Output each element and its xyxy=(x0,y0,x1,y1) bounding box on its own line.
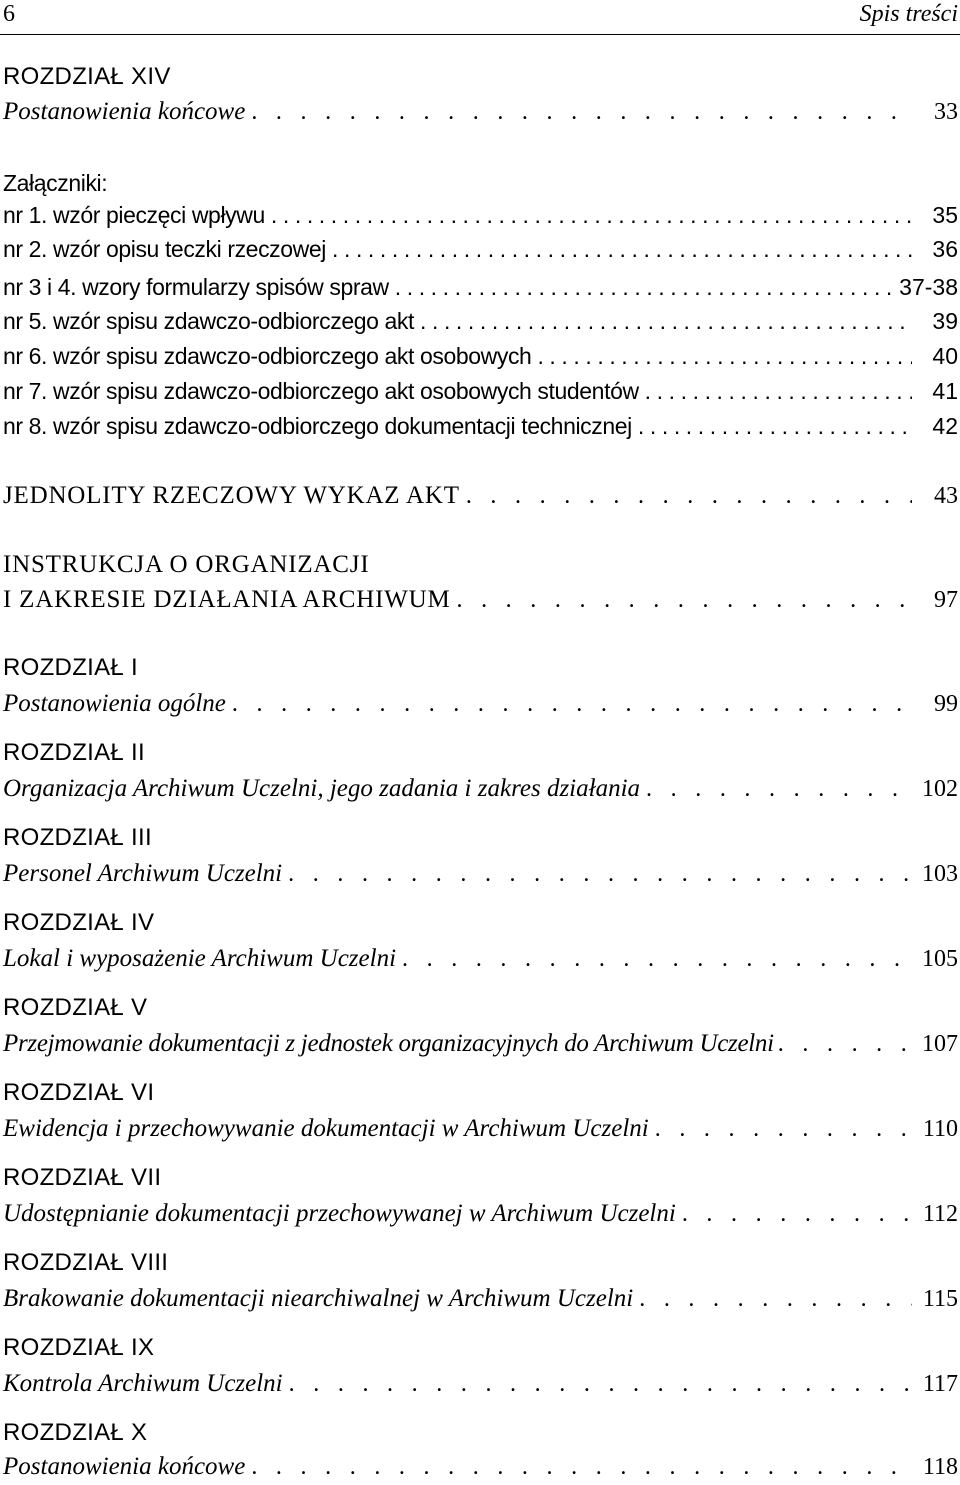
chapter-heading: ROZDZIAŁ II xyxy=(3,739,145,766)
running-title: Spis treści xyxy=(859,1,958,27)
dot-leader xyxy=(332,236,912,263)
toc-entry[interactable]: nr 7. wzór spisu zdawczo-odbiorczego akt osobowych studentów . . . 41 xyxy=(3,378,958,410)
chapter-heading: ROZDZIAŁ V xyxy=(3,994,148,1021)
toc-entry[interactable]: Przejmowanie dokumentacji z jednostek organizacyjnych do Archiwum Uczelni . . . 107 xyxy=(3,1030,958,1062)
dot-leader xyxy=(645,378,912,405)
toc-entry[interactable]: Lokal i wyposażenie Archiwum Uczelni . . . 105 xyxy=(3,945,958,977)
dot-leader xyxy=(402,946,912,973)
toc-entry[interactable]: nr 8. wzór spisu zdawczo-odbiorczego dokumentacji technicznej . . . 42 xyxy=(3,413,958,445)
dot-leader xyxy=(466,483,912,510)
dot-leader xyxy=(251,99,912,126)
chapter-heading: ROZDZIAŁ IV xyxy=(3,909,155,936)
toc-entry[interactable]: Postanowienia końcowe . . . 33 xyxy=(3,98,958,130)
dot-leader xyxy=(420,308,912,335)
dot-leader xyxy=(646,776,912,803)
dot-leader xyxy=(395,274,893,301)
dot-leader xyxy=(638,413,912,440)
dot-leader xyxy=(251,1454,912,1481)
dot-leader xyxy=(682,1201,912,1228)
toc-entry[interactable]: Organizacja Archiwum Uczelni, jego zadania i zakres działania . . . 102 xyxy=(3,775,958,807)
dot-leader xyxy=(456,587,912,614)
toc-entry[interactable]: nr 1. wzór pieczęci wpływu . . . 35 xyxy=(3,202,958,234)
chapter-heading: ROZDZIAŁ XIV xyxy=(3,63,171,90)
toc-entry[interactable]: Ewidencja i przechowywanie dokumentacji w Archiwum Uczelni . . . 110 xyxy=(3,1115,958,1147)
section-heading: INSTRUKCJA O ORGANIZACJI xyxy=(3,551,370,578)
dot-leader xyxy=(271,202,912,229)
dot-leader xyxy=(537,343,912,370)
dot-leader xyxy=(639,1286,912,1313)
toc-entry[interactable]: Postanowienia końcowe . . . 118 xyxy=(3,1453,958,1485)
toc-entry[interactable]: Personel Archiwum Uczelni . . . 103 xyxy=(3,860,958,892)
chapter-heading: ROZDZIAŁ VI xyxy=(3,1079,155,1106)
chapter-heading: ROZDZIAŁ VIII xyxy=(3,1249,169,1276)
dot-leader xyxy=(655,1116,912,1143)
page-header xyxy=(0,0,960,35)
toc-entry[interactable]: Postanowienia ogólne . . . 99 xyxy=(3,690,958,722)
toc-entry[interactable]: nr 3 i 4. wzory formularzy spisów spraw . . . 37-38 xyxy=(3,274,958,306)
toc-entry[interactable]: Udostępnianie dokumentacji przechowywanej w Archiwum Uczelni . . . 112 xyxy=(3,1200,958,1232)
toc-entry[interactable]: JEDNOLITY RZECZOWY WYKAZ AKT . . . 43 xyxy=(3,482,958,514)
chapter-heading: ROZDZIAŁ X xyxy=(3,1419,148,1446)
dot-leader xyxy=(289,1371,912,1398)
page-number: 6 xyxy=(3,1,15,27)
chapter-heading: ROZDZIAŁ III xyxy=(3,824,152,851)
dot-leader xyxy=(232,691,912,718)
chapter-heading: ROZDZIAŁ IX xyxy=(3,1334,155,1361)
dot-leader xyxy=(778,1031,914,1058)
toc-entry[interactable]: Brakowanie dokumentacji niearchiwalnej w Archiwum Uczelni . . . 115 xyxy=(3,1285,958,1317)
chapter-heading: ROZDZIAŁ VII xyxy=(3,1164,162,1191)
toc-entry[interactable]: nr 6. wzór spisu zdawczo-odbiorczego akt osobowych . . . 40 xyxy=(3,343,958,375)
toc-entry[interactable]: nr 5. wzór spisu zdawczo-odbiorczego akt . . . 39 xyxy=(3,308,958,340)
toc-entry[interactable]: Kontrola Archiwum Uczelni . . . 117 xyxy=(3,1370,958,1402)
attachments-heading: Załączniki: xyxy=(3,170,108,196)
chapter-heading: ROZDZIAŁ I xyxy=(3,654,139,681)
toc-entry[interactable]: nr 2. wzór opisu teczki rzeczowej . . . 36 xyxy=(3,236,958,268)
dot-leader xyxy=(288,861,912,888)
toc-entry[interactable]: I ZAKRESIE DZIAŁANIA ARCHIWUM . . . 97 xyxy=(3,586,958,618)
